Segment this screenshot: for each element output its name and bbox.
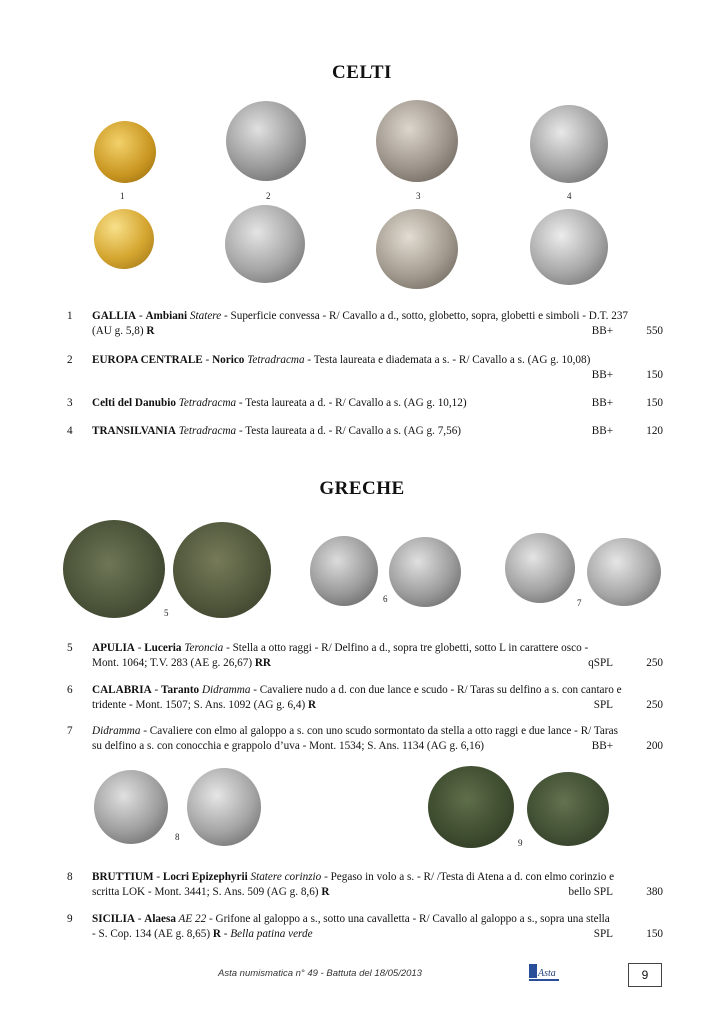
coin-7-reverse-image — [587, 538, 661, 606]
lot-mint: Norico — [212, 354, 245, 366]
separator: - — [134, 642, 145, 654]
lot-region: EUROPA CENTRALE — [92, 354, 203, 366]
logo-text: Asta — [538, 968, 556, 979]
separator: - — [151, 684, 162, 696]
lot-description: - Testa laureata a d. - R/ Cavallo a s. (AG g. 10,12) — [236, 397, 467, 409]
lot-5 — [67, 641, 663, 673]
lot-region: TRANSILVANIA — [92, 425, 176, 437]
lot-description: - Stella a otto raggi - R/ Delfino a d., sopra tre globetti, sotto L in carattere osco - — [223, 642, 589, 654]
lot-denomination: Teroncia — [181, 642, 224, 654]
section-title-greche: GRECHE — [319, 478, 405, 499]
lot-description-line2: su delfino a s. con conocchia e grappolo d’uva - Mont. 1534; S. Ans. 1134 (AG g. 6,16) — [92, 740, 485, 752]
coin-8-obverse-image — [94, 770, 168, 844]
lot-grade: BB+ — [591, 425, 613, 437]
coin-1-obverse-image — [94, 121, 156, 183]
lot-grade: SPL — [593, 928, 613, 940]
coin-9-obverse-image — [428, 766, 514, 848]
page-number: 9 — [628, 963, 662, 987]
caption-6: 6 — [383, 594, 388, 604]
caption-8: 8 — [175, 832, 180, 842]
lot-8 — [67, 870, 663, 902]
lot-rarity: R — [307, 699, 317, 711]
lot-region: Celti del Danubio — [92, 397, 176, 409]
separator: - — [136, 310, 146, 322]
lot-rarity: R — [212, 928, 221, 940]
lot-rarity: R — [146, 325, 155, 337]
lot-grade: BB+ — [591, 325, 613, 337]
lot-number: 3 — [67, 397, 73, 409]
lot-denomination: Didramma — [92, 725, 141, 737]
separator: - — [202, 354, 213, 366]
coin-9-reverse-image — [527, 772, 609, 846]
lot-grade: BB+ — [591, 369, 613, 381]
lot-denomination: Didramma — [199, 684, 251, 696]
coin-4-obverse-image — [530, 105, 608, 183]
lot-number: 7 — [67, 725, 73, 737]
lot-denomination: Tetradracma — [244, 354, 305, 366]
lot-region: APULIA — [92, 642, 135, 654]
lot-description-line2: Mont. 1064; T.V. 283 (AE g. 26,67) — [92, 657, 255, 669]
lot-rarity: R — [321, 886, 330, 898]
lot-9 — [67, 912, 663, 944]
coin-1-reverse-image — [94, 209, 154, 269]
coin-2-reverse-image — [225, 205, 305, 283]
lot-price: 200 — [646, 740, 663, 752]
separator: - — [220, 928, 231, 940]
lot-price: 120 — [646, 425, 663, 437]
lot-price: 250 — [646, 699, 663, 711]
lot-grade: bello SPL — [568, 886, 613, 898]
lot-price: 150 — [646, 397, 663, 409]
lot-number: 4 — [67, 425, 73, 437]
caption-9: 9 — [518, 838, 523, 848]
lot-grade: qSPL — [588, 657, 613, 669]
coin-5-reverse-image — [173, 522, 271, 618]
lot-price: 250 — [646, 657, 663, 669]
lot-price: 380 — [646, 886, 663, 898]
lot-description-line2: - S. Cop. 134 (AE g. 8,65) — [92, 928, 213, 940]
lot-description: - Testa laureata e diademata a s. - R/ Cavallo a s. (AG g. 10,08) — [304, 354, 591, 366]
lot-denomination: Statere — [187, 310, 222, 322]
lot-denomination: Tetradracma — [175, 397, 237, 409]
lot-description-line2: (AU g. 5,8) — [92, 325, 147, 337]
coin-4-reverse-image — [530, 209, 608, 285]
coin-7-obverse-image — [505, 533, 575, 603]
coin-3-reverse-image — [376, 209, 458, 289]
caption-2: 2 — [266, 191, 271, 201]
lot-price: 150 — [646, 369, 663, 381]
caption-5: 5 — [164, 608, 169, 618]
lot-description-line2: scritta LOK - Mont. 3441; S. Ans. 509 (AG g. 8,6) — [92, 886, 322, 898]
lot-6 — [67, 683, 663, 715]
lot-mint: Taranto — [161, 684, 200, 696]
lot-mint: Luceria — [144, 642, 182, 654]
lot-note: Bella patina verde — [230, 928, 313, 940]
lot-region: BRUTTIUM — [92, 871, 154, 883]
lot-mint: Alaesa — [144, 913, 176, 925]
lot-number: 2 — [67, 354, 73, 366]
lot-4 — [67, 424, 663, 440]
coin-5-obverse-image — [63, 520, 165, 618]
lot-number: 6 — [67, 684, 73, 696]
lot-grade: SPL — [593, 699, 613, 711]
lot-mint: Locri Epizephyrii — [162, 871, 248, 883]
asta-logo — [528, 962, 560, 984]
lot-1 — [67, 309, 663, 341]
lot-description-line2: tridente - Mont. 1507; S. Ans. 1092 (AG g. 6,4) — [92, 699, 308, 711]
lot-description: - Cavaliere nudo a d. con due lance e scudo - R/ Taras su delfino a s. con cantaro e — [250, 684, 622, 696]
lot-number: 5 — [67, 642, 73, 654]
coin-6-obverse-image — [310, 536, 378, 606]
caption-1: 1 — [120, 191, 125, 201]
lot-description: - Superficie convessa - R/ Cavallo a d., sotto, globetto, sopra, globetti e simboli - D.T. 237 — [221, 310, 629, 322]
lot-number: 9 — [67, 913, 73, 925]
caption-3: 3 — [416, 191, 421, 201]
lot-denomination: Statere corinzio — [247, 871, 322, 883]
separator: - — [153, 871, 163, 883]
lot-mint: Ambiani — [145, 310, 188, 322]
lot-number: 1 — [67, 310, 73, 322]
lot-rarity: RR — [254, 657, 272, 669]
lot-2 — [67, 353, 663, 385]
lot-denomination: Tetradracma — [175, 425, 237, 437]
lot-description: - Pegaso in volo a s. - R/ /Testa di Atena a d. con elmo corinzio e — [321, 871, 615, 883]
lot-grade: BB+ — [591, 397, 613, 409]
coin-8-reverse-image — [187, 768, 261, 846]
coin-2-obverse-image — [226, 101, 306, 181]
lot-description: - Testa laureata a d. - R/ Cavallo a s. (AG g. 7,56) — [236, 425, 462, 437]
coin-3-obverse-image — [376, 100, 458, 182]
lot-description: - Grifone al galoppo a s., sotto una cavalletta - R/ Cavallo al galoppo a s., sopra una stella — [206, 913, 610, 925]
lot-description: - Cavaliere con elmo al galoppo a s. con uno scudo sormontato da stella a otto raggi e due lance - R/ Taras — [140, 725, 618, 737]
lot-grade: BB+ — [591, 740, 613, 752]
lot-region: SICILIA — [92, 913, 135, 925]
caption-4: 4 — [567, 191, 572, 201]
lot-region: GALLIA — [92, 310, 137, 322]
footer-caption: Asta numismatica n° 49 - Battuta del 18/05/2013 — [218, 968, 422, 979]
lot-number: 8 — [67, 871, 73, 883]
lot-7 — [67, 724, 663, 756]
lot-price: 550 — [646, 325, 663, 337]
separator: - — [134, 913, 145, 925]
lot-region: CALABRIA — [92, 684, 152, 696]
section-title-celti: CELTI — [332, 62, 392, 83]
lot-denomination: AE 22 — [175, 913, 207, 925]
caption-7: 7 — [577, 598, 582, 608]
coin-6-reverse-image — [389, 537, 461, 607]
lot-price: 150 — [646, 928, 663, 940]
lot-3 — [67, 396, 663, 412]
